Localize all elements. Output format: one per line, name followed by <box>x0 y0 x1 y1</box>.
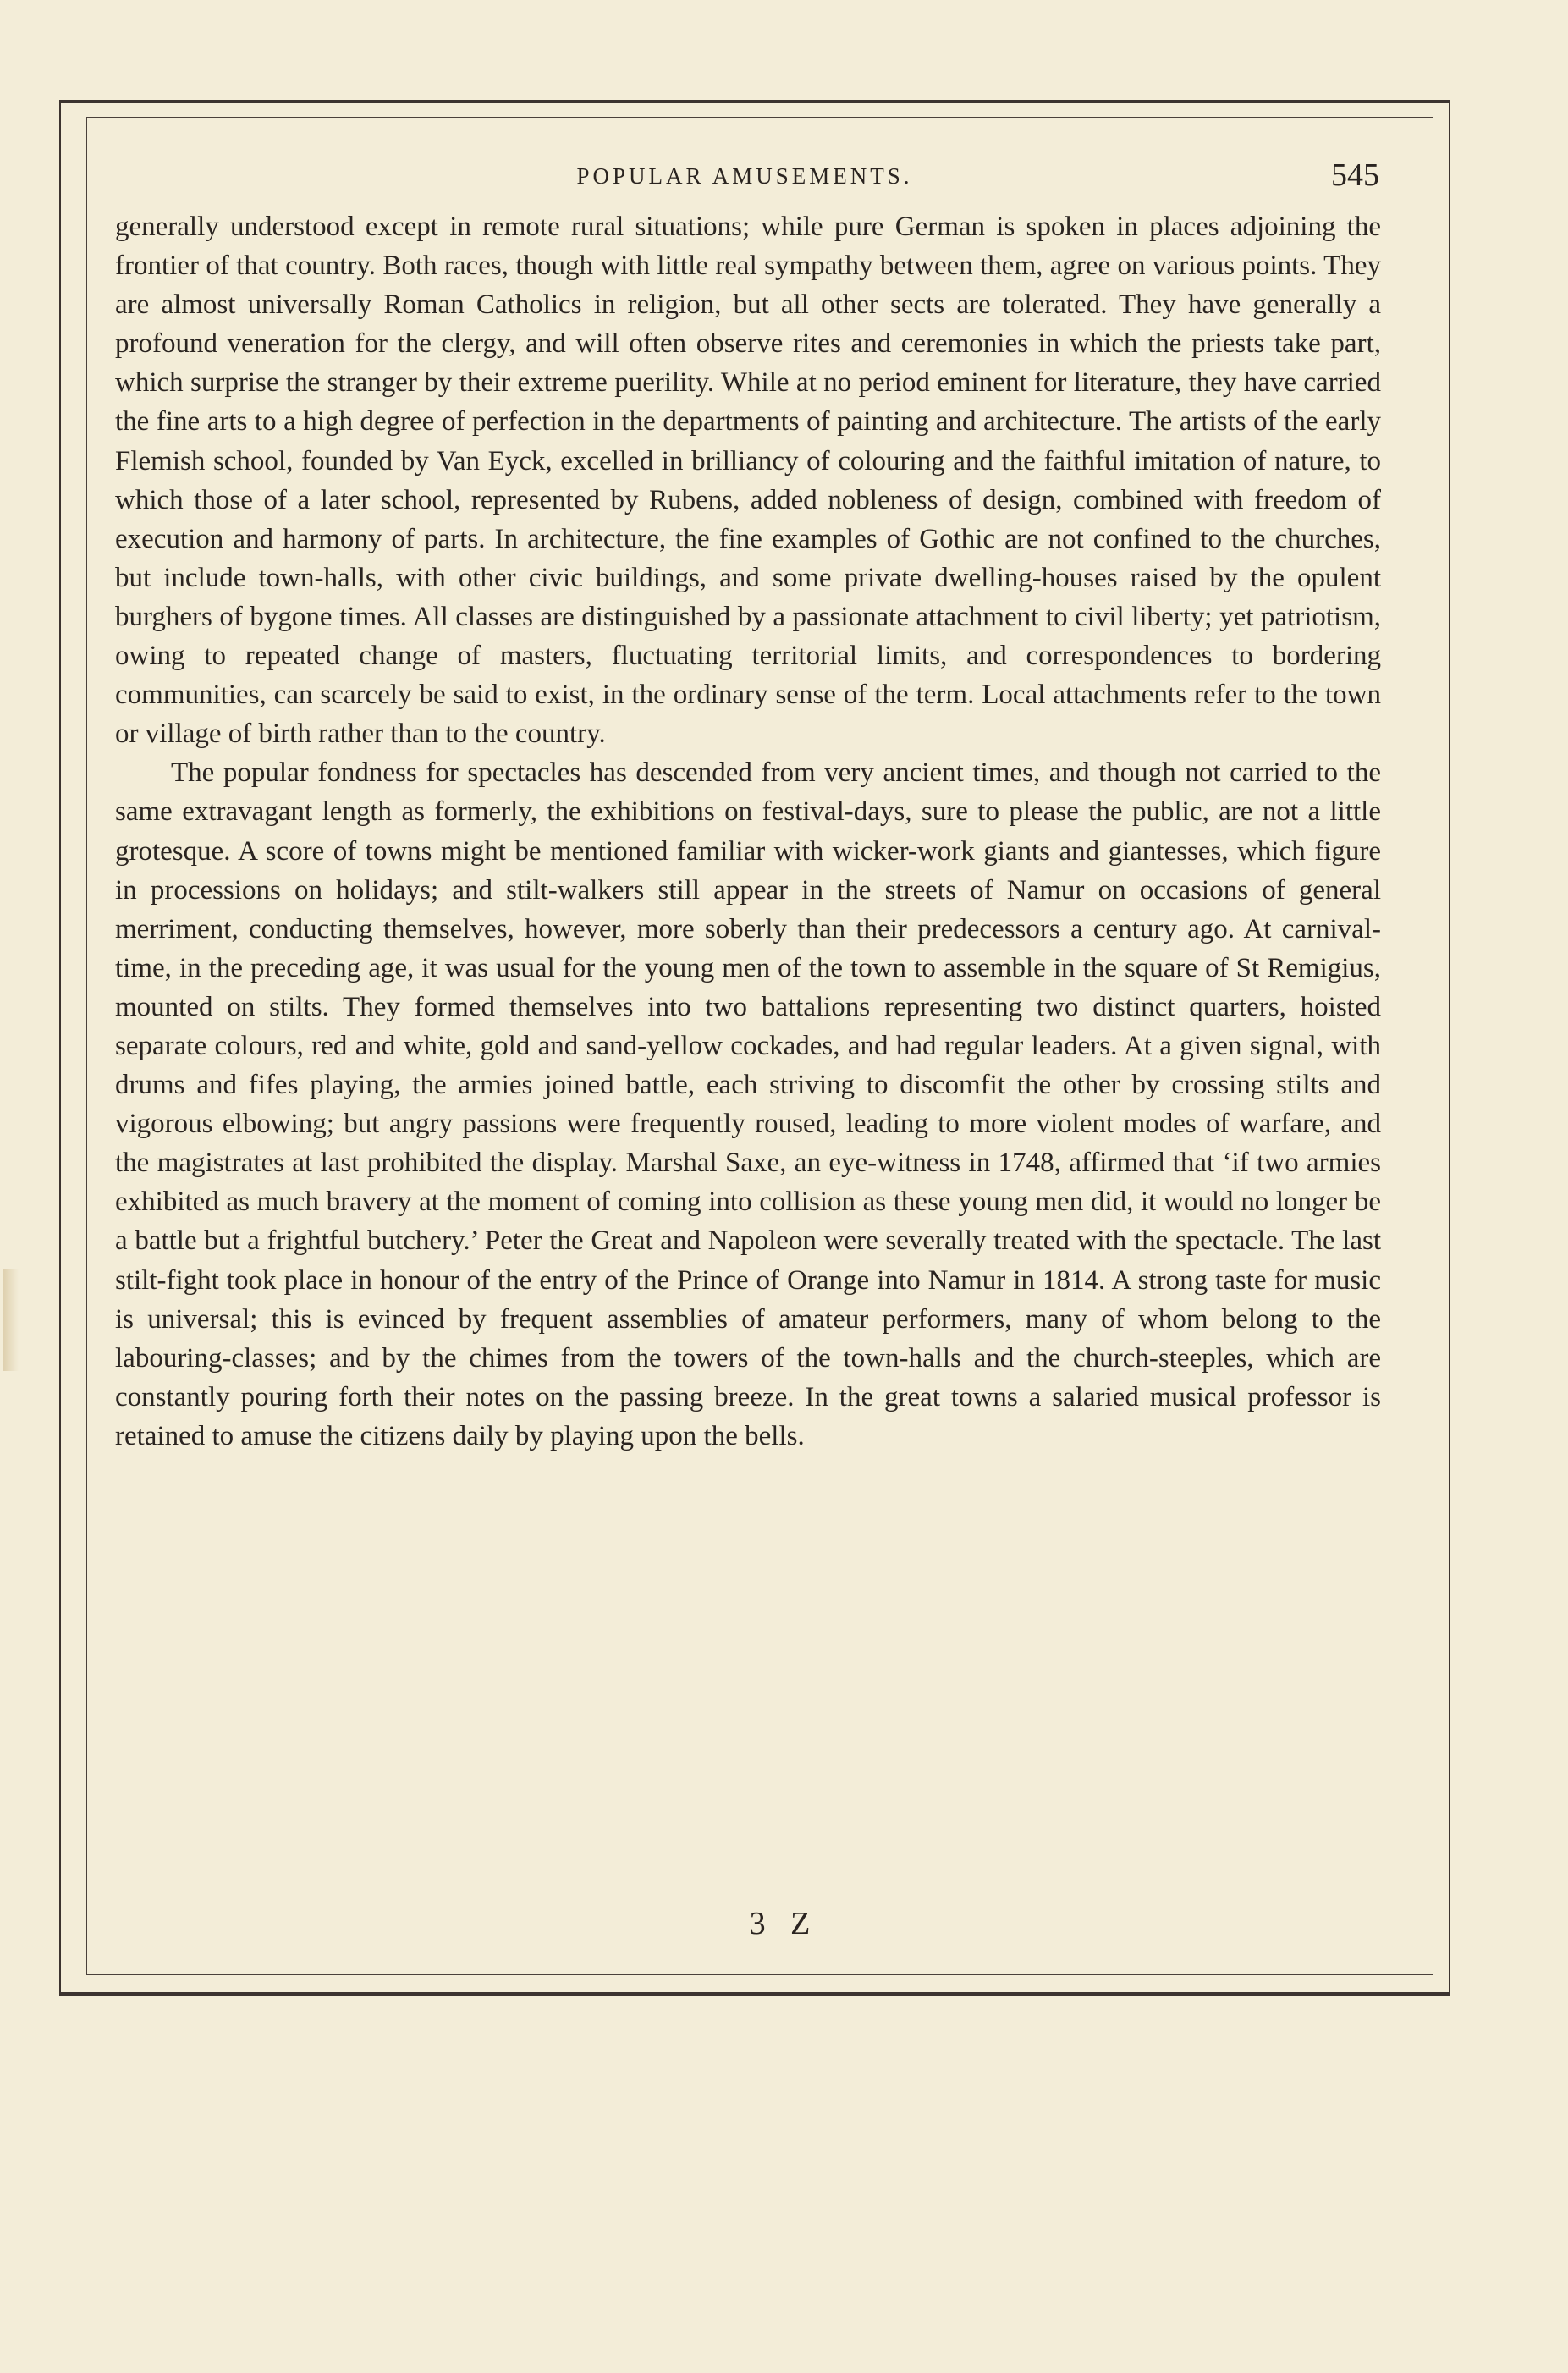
page-header <box>110 157 1379 199</box>
page-number: 545 <box>1331 157 1379 193</box>
body-text <box>115 207 1381 1456</box>
paragraph-2: The popular fondness for spectacles has descended from very ancient times, and though not carried to the same extravagant length as formerly, the exhibitions on festival-days, sure to please the public, are not a little grotesque. A score of towns might be mentioned familiar with wicker-work giants and giantesses, which figure in processions on holidays; and stilt-walkers still appear in the streets of Namur on occasions of general merriment, conducting themselves, however, more soberly than their predecessors a century ago. At carnival-time, in the preceding age, it was usual for the young men of the town to assemble in the square of St Remigius, mounted on stilts. They formed themselves into two battalions representing two distinct quarters, hoisted separate colours, red and white, gold and sand-yellow cockades, and had regular leaders. At a given signal, with drums and fifes playing, the armies joined battle, each striving to discomfit the other by crossing stilts and vigorous elbowing; but angry passions were frequently roused, leading to more violent modes of warfare, and the magistrates at last prohibited the display. Marshal Saxe, an eye-witness in 1748, affirmed that ‘if two armies exhibited as much bravery at the moment of coming into collision as these young men did, it would no longer be a battle but a frightful butchery.’ Peter the Great and Napoleon were severally treated with the spectacle. The last stilt-fight took place in honour of the entry of the Prince of Orange into Namur in 1814. A strong taste for music is universal; this is evinced by frequent assemblies of amateur performers, many of whom belong to the labouring-classes; and by the chimes from the towers of the town-halls and the church-steeples, which are constantly pouring forth their notes on the passing breeze. In the great towns a salaried musical professor is retained to amuse the citizens daily by playing upon the bells. <box>115 757 1381 1451</box>
page-edge-shadow <box>3 1269 19 1371</box>
running-title: POPULAR AMUSEMENTS. <box>576 163 913 189</box>
paragraph-1: generally understood except in remote rural situations; while pure German is spoken in places adjoining the frontier of that country. Both races, though with little real sympathy between them, agree on various points. They are almost universally Roman Catholics in religion, but all other sects are tolerated. They have generally a profound veneration for the clergy, and will often observe rites and ceremonies in which the priests take part, which surprise the stranger by their extreme puerility. While at no period eminent for literature, they have carried the fine arts to a high degree of perfection in the departments of painting and architecture. The artists of the early Flemish school, founded by Van Eyck, excelled in brilliancy of colouring and the faithful imitation of nature, to which those of a later school, represented by Rubens, added nobleness of design, combined with freedom of execution and harmony of parts. In architecture, the fine examples of Gothic are not confined to the churches, but include town-halls, with other civic buildings, and some private dwelling-houses raised by the opulent burghers of bygone times. All classes are distinguished by a passionate attachment to civil liberty; yet patriotism, owing to repeated change of masters, fluctuating territorial limits, and correspondences to bordering communities, can scarcely be said to exist, in the ordinary sense of the term. Local attachments refer to the town or village of birth rather than to the country. <box>115 212 1381 750</box>
signature-mark: 3 Z <box>749 1906 819 1941</box>
